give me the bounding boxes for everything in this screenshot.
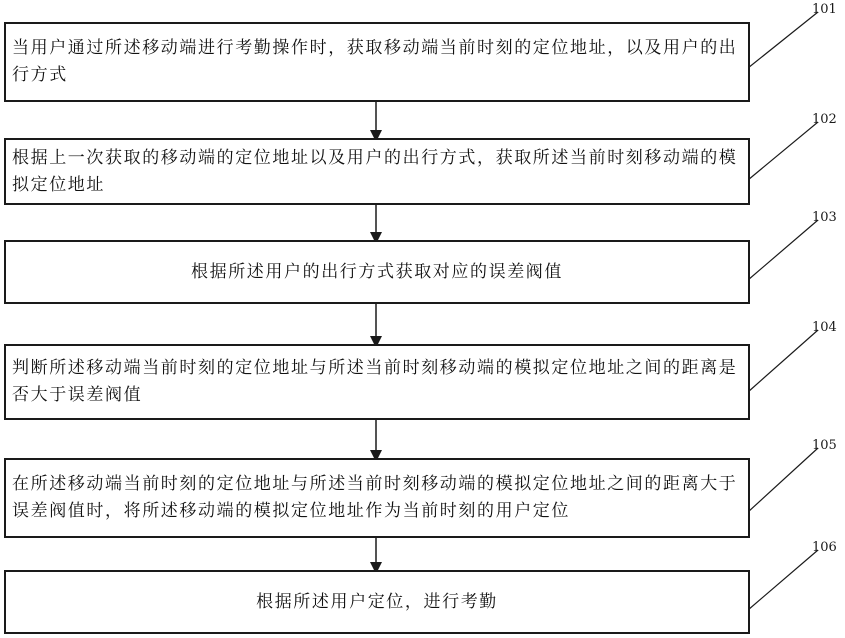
step-text-102: 根据上一次获取的移动端的定位地址以及用户的出行方式，获取所述当前时刻移动端的模拟定位地址	[12, 147, 738, 195]
step-label-101: 101	[812, 2, 837, 17]
leader-104	[748, 330, 818, 392]
step-box-105	[4, 458, 750, 538]
leader-105	[748, 448, 818, 512]
step-label-102: 102	[812, 112, 837, 127]
step-text-106: 根据所述用户定位，进行考勤	[256, 591, 498, 612]
step-box-106	[4, 570, 750, 634]
step-box-102	[4, 138, 750, 205]
leader-102	[748, 122, 818, 180]
step-box-101	[4, 22, 750, 102]
step-text-105: 在所述移动端当前时刻的定位地址与所述当前时刻移动端的模拟定位地址之间的距离大于误差阀值时，将所述移动端的模拟定位地址作为当前时刻的用户定位	[12, 474, 738, 521]
step-label-105: 105	[812, 438, 837, 453]
leader-106	[748, 550, 818, 610]
leader-103	[748, 220, 818, 280]
step-text-101: 当用户通过所述移动端进行考勤操作时，获取移动端当前时刻的定位地址，以及用户的出行方式	[12, 38, 738, 85]
leader-101	[748, 12, 818, 68]
step-box-104	[4, 344, 750, 420]
step-label-103: 103	[812, 210, 837, 225]
step-text-103: 根据所述用户的出行方式获取对应的误差阀值	[191, 261, 563, 282]
step-box-103	[4, 240, 750, 304]
step-label-104: 104	[812, 320, 837, 335]
step-label-106: 106	[812, 540, 837, 555]
step-text-104: 判断所述移动端当前时刻的定位地址与所述当前时刻移动端的模拟定位地址之间的距离是否大于误差阀值	[12, 358, 738, 405]
